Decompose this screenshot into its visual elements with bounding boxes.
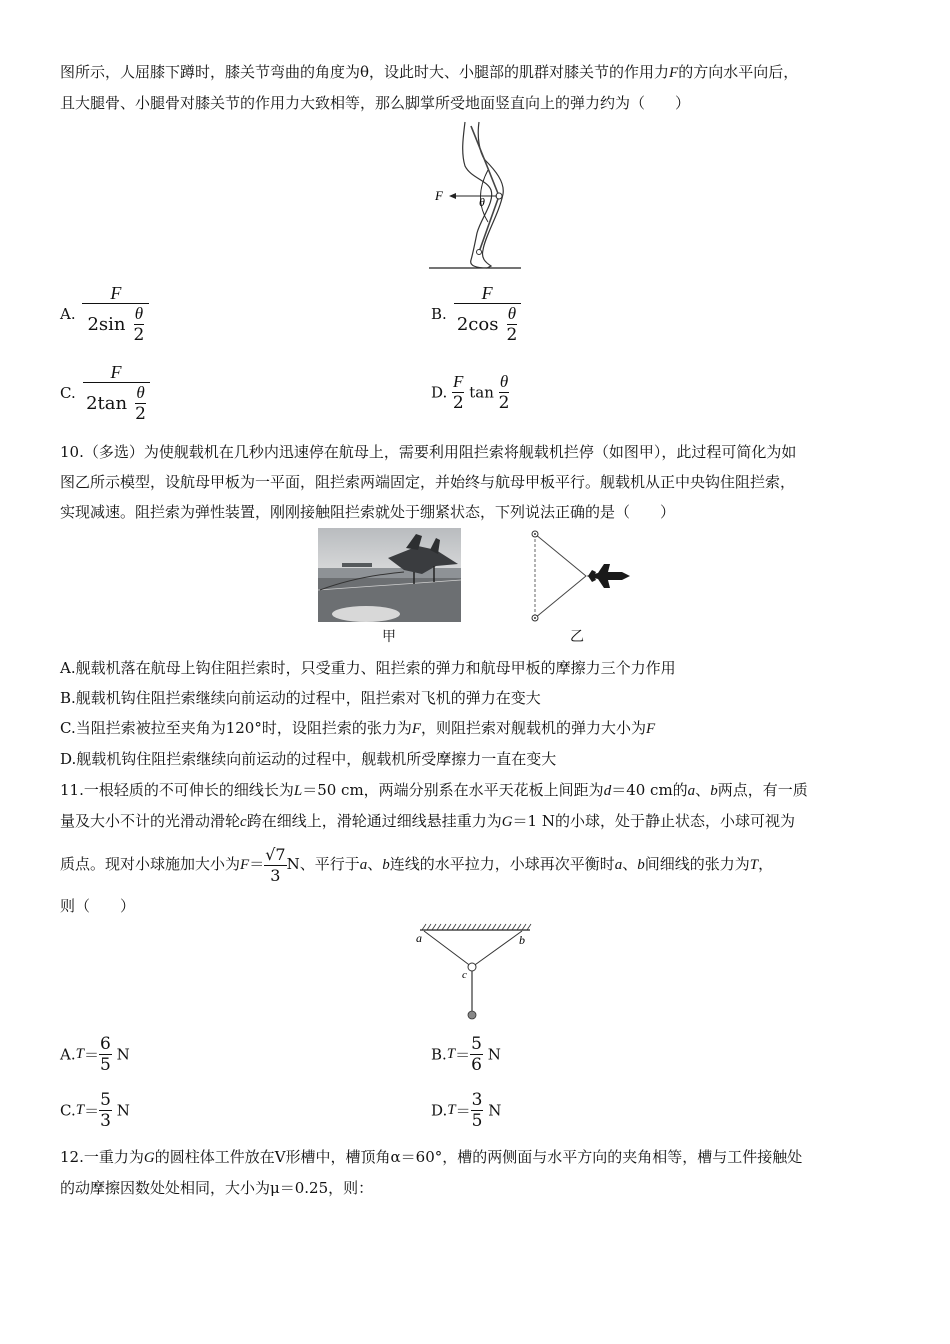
q9-option-b-fn: 2cos [456, 313, 499, 335]
q11-var-L: L [293, 783, 303, 799]
q11-t3b: N、平行于 [286, 855, 360, 873]
q10-photo-carrier [318, 528, 461, 622]
q11-option-c-num: 5 [100, 1090, 111, 1110]
ceiling-hatch-mark [457, 924, 461, 930]
q9-option-b-num: F [454, 283, 521, 304]
q11-option-b-eq: ＝ [455, 1046, 471, 1064]
q11-option-d[interactable] [431, 1090, 501, 1131]
q11-var-c: c [240, 814, 247, 830]
q10-option-a[interactable] [60, 658, 676, 678]
q11-fig-a-label: a [416, 931, 422, 945]
q10-text-3: 实现减速。阻拦索为弹性装置，刚刚接触阻拦索就处于绷紧状态，下列说法正确的是（ ） [60, 503, 676, 521]
q9-option-b-two: 2 [506, 325, 518, 345]
q11-option-a-unit: N [116, 1045, 130, 1064]
q11-pulley-figure [412, 922, 537, 1026]
q11-force-fraction [264, 845, 286, 886]
q10-caption-yi: 乙 [570, 629, 584, 645]
ceiling-hatch-mark [507, 924, 511, 930]
q11-t2e: ＝1 N的小球，处于静止状态，小球可视为 [512, 812, 795, 830]
q11-option-c-label: C. [60, 1101, 76, 1120]
q11-option-c-T: T [75, 1102, 85, 1118]
ceiling-hatch-mark [472, 924, 476, 930]
ceiling-hatch-mark [462, 924, 466, 930]
q9-option-d[interactable] [431, 372, 509, 413]
q11-t3a: 质点。现对小球施加大小为 [60, 855, 241, 873]
q11-line-1 [60, 780, 808, 801]
q10-option-c[interactable] [60, 718, 655, 739]
q11-option-d-unit: N [488, 1101, 502, 1120]
q9-option-a-label: A. [60, 305, 76, 323]
q12-line-2 [60, 1178, 373, 1198]
q9-option-d-fn: tan [469, 383, 494, 402]
q9-option-b-theta: θ [507, 304, 517, 323]
q9-option-a-fn: 2sin [87, 313, 126, 335]
ceiling-hatch-mark [422, 924, 426, 930]
ceiling-hatch-mark [487, 924, 491, 930]
q11-line-3 [60, 842, 773, 887]
q9-option-c-num: F [83, 362, 150, 383]
q11-option-a[interactable] [60, 1034, 130, 1075]
q10-text-1: 10.（多选）为使舰载机在几秒内迅速停在航母上，需要利用阻拦索将舰载机拦停（如图甲），此过程可简化为如 [60, 443, 797, 461]
ceiling-hatch-mark [467, 924, 471, 930]
q9-knee-figure [425, 118, 525, 273]
q11-option-b[interactable] [431, 1034, 501, 1075]
q11-option-c[interactable] [60, 1090, 130, 1131]
q9-option-a[interactable] [60, 283, 151, 345]
q9-text-1: 图所示，人屈膝下蹲时，膝关节弯曲的角度为θ，设此时大、小腿部的肌群对膝关节的作用力 [60, 63, 670, 81]
q9-option-c-two: 2 [135, 404, 146, 424]
q11-fig-c-label: c [462, 969, 467, 981]
q11-t3d: 间细线的张力为 [644, 855, 750, 873]
q9-fig-F-label: F [435, 188, 443, 203]
ceiling-hatch-mark [437, 924, 441, 930]
q11-line-4 [60, 896, 135, 916]
q9-line-2 [60, 93, 690, 113]
q11-t4: 则（ ） [60, 897, 136, 915]
q9-option-d-two: 2 [498, 393, 510, 413]
q11-var-a2: a [359, 857, 368, 873]
q11-option-a-num: 6 [99, 1034, 111, 1054]
q9-option-b-fraction [454, 283, 521, 345]
q11-option-b-label: B. [431, 1045, 447, 1064]
q11-option-d-eq: ＝ [455, 1102, 471, 1120]
q10-text-2: 图乙所示模型，设航母甲板为一平面，阻拦索两端固定，并始终与航母甲板平行。舰载机从正中央钩住阻拦索， [60, 473, 796, 491]
q9-option-c-fraction [83, 362, 150, 424]
q11-var-F: F [240, 857, 250, 873]
q9-option-c-theta: θ [136, 383, 145, 402]
q11-option-d-num: 3 [471, 1090, 483, 1110]
q11-var-G: G [501, 814, 513, 830]
ceiling-hatch-mark [527, 924, 531, 930]
q11-t1b: ＝50 cm，两端分别系在水平天花板上间距为 [302, 781, 604, 799]
ceiling-hatch-mark [497, 924, 501, 930]
ceiling-hatch-mark [447, 924, 451, 930]
q12-t1b: 的圆柱体工件放在V形槽中，槽顶角α＝60°，槽的两侧面与水平方向的夹角相等，槽与工件接触处 [154, 1148, 803, 1166]
ceiling-hatch-mark [432, 924, 436, 930]
q11-sep-3: 、 [622, 855, 638, 873]
ceiling-hatch-mark [452, 924, 456, 930]
q10-line-2 [60, 472, 795, 492]
q9-option-a-fraction [82, 283, 149, 345]
q11-line-2 [60, 811, 795, 832]
q9-option-c-label: C. [60, 384, 76, 402]
q11-option-c-eq: ＝ [84, 1102, 100, 1120]
q11-var-b3: b [637, 857, 645, 873]
q11-sep-1: 、 [695, 781, 711, 799]
q9-option-d-den: 2 [452, 393, 464, 413]
q11-force-den: 3 [270, 865, 281, 885]
q12-var-G: G [143, 1150, 155, 1166]
q10-option-c-var-2: F [646, 721, 656, 737]
q9-option-c-fn: 2tan [86, 392, 128, 414]
q9-text-2: 且大腿骨、小腿骨对膝关节的作用力大致相等，那么脚掌所受地面竖直向上的弹力约为（ ） [60, 94, 691, 112]
q11-t1e: 两点，有一质 [717, 781, 808, 799]
q11-option-c-den: 3 [100, 1111, 111, 1131]
ceiling-hatch-mark [482, 924, 486, 930]
q9-option-a-num: F [82, 283, 149, 304]
q11-var-b: b [710, 783, 718, 799]
ceiling-hatch-mark [512, 924, 516, 930]
q11-t2a: 量及大小不计的光滑动滑轮 [60, 812, 241, 830]
q10-option-d-text: D.舰载机钩住阻拦索继续向前运动的过程中，舰载机所受摩擦力一直在变大 [60, 750, 557, 768]
ceiling-hatch-mark [517, 924, 521, 930]
q10-option-b[interactable] [60, 688, 541, 708]
q9-option-a-theta: θ [134, 304, 144, 323]
q11-option-d-den: 5 [471, 1111, 483, 1131]
q11-var-d: d [603, 783, 612, 799]
q11-var-a: a [687, 783, 696, 799]
q11-var-T: T [749, 857, 759, 873]
q11-option-d-T: T [447, 1102, 456, 1118]
q9-option-a-two: 2 [133, 325, 145, 345]
q12-t1a: 12.一重力为 [60, 1148, 144, 1166]
ceiling-hatch-mark [492, 924, 496, 930]
q10-line-3 [60, 502, 675, 522]
ceiling-hatch-mark [427, 924, 431, 930]
q10-option-a-text: A.舰载机落在航母上钩住阻拦索时，只受重力、阻拦索的弹力和航母甲板的摩擦力三个力作用 [60, 659, 676, 677]
q11-var-a3: a [614, 857, 623, 873]
q11-option-b-num: 5 [471, 1034, 482, 1054]
q9-option-b[interactable] [431, 283, 523, 345]
q11-t3-end: ， [758, 855, 774, 873]
q11-var-b2: b [382, 857, 390, 873]
q11-t1c: ＝40 cm的 [611, 781, 688, 799]
q11-t2b: 跨在细线上，滑轮通过细线悬挂重力为 [246, 812, 502, 830]
q9-option-d-num: F [453, 372, 464, 391]
q11-option-a-label: A. [60, 1045, 76, 1064]
q9-option-d-theta: θ [499, 372, 509, 391]
q11-option-b-den: 6 [471, 1055, 482, 1075]
q11-option-b-T: T [446, 1046, 456, 1062]
q11-force-num: √7 [265, 844, 286, 864]
q10-model-diagram [526, 526, 636, 626]
q11-t3c: 连线的水平拉力，小球再次平衡时 [389, 855, 615, 873]
q10-caption-jia: 甲 [382, 629, 396, 645]
q9-option-d-label: D. [431, 383, 448, 402]
q11-option-a-eq: ＝ [83, 1046, 99, 1064]
q12-t2: 的动摩擦因数处处相同，大小为μ＝0.25，则： [60, 1179, 374, 1197]
q10-option-c-var-1: F [411, 721, 422, 737]
q10-option-c-text-2: ，则阻拦索对舰载机的弹力大小为 [421, 719, 647, 737]
ceiling-hatch-mark [477, 924, 481, 930]
q9-text-1-end: 的方向水平向后， [678, 63, 799, 81]
q10-option-d[interactable] [60, 749, 556, 769]
q10-line-1 [60, 442, 796, 462]
q11-eq: ＝ [249, 855, 265, 873]
q11-fig-b-label: b [519, 933, 525, 947]
q11-sep-2: 、 [367, 855, 383, 873]
q11-option-a-T: T [75, 1046, 84, 1062]
q9-fig-theta-label: θ [479, 195, 485, 209]
q11-option-a-den: 5 [99, 1055, 111, 1075]
q9-option-b-label: B. [431, 305, 447, 323]
ceiling-hatch-mark [522, 924, 526, 930]
q9-line-1 [60, 62, 798, 83]
q11-option-d-label: D. [431, 1101, 448, 1120]
q12-line-1 [60, 1147, 802, 1168]
q9-var-F: F [669, 65, 679, 81]
q11-option-c-unit: N [116, 1101, 130, 1120]
q10-option-b-text: B.舰载机钩住阻拦索继续向前运动的过程中，阻拦索对飞机的弹力在变大 [60, 689, 541, 707]
q11-t1a: 11.一根轻质的不可伸长的细线长为 [60, 781, 294, 799]
q10-option-c-text-1: C.当阻拦索被拉至夹角为120°时，设阻拦索的张力为 [60, 719, 412, 737]
ceiling-hatch-mark [442, 924, 446, 930]
q11-option-b-unit: N [487, 1045, 501, 1064]
q9-option-c[interactable] [60, 362, 152, 424]
ceiling-hatch-mark [502, 924, 506, 930]
